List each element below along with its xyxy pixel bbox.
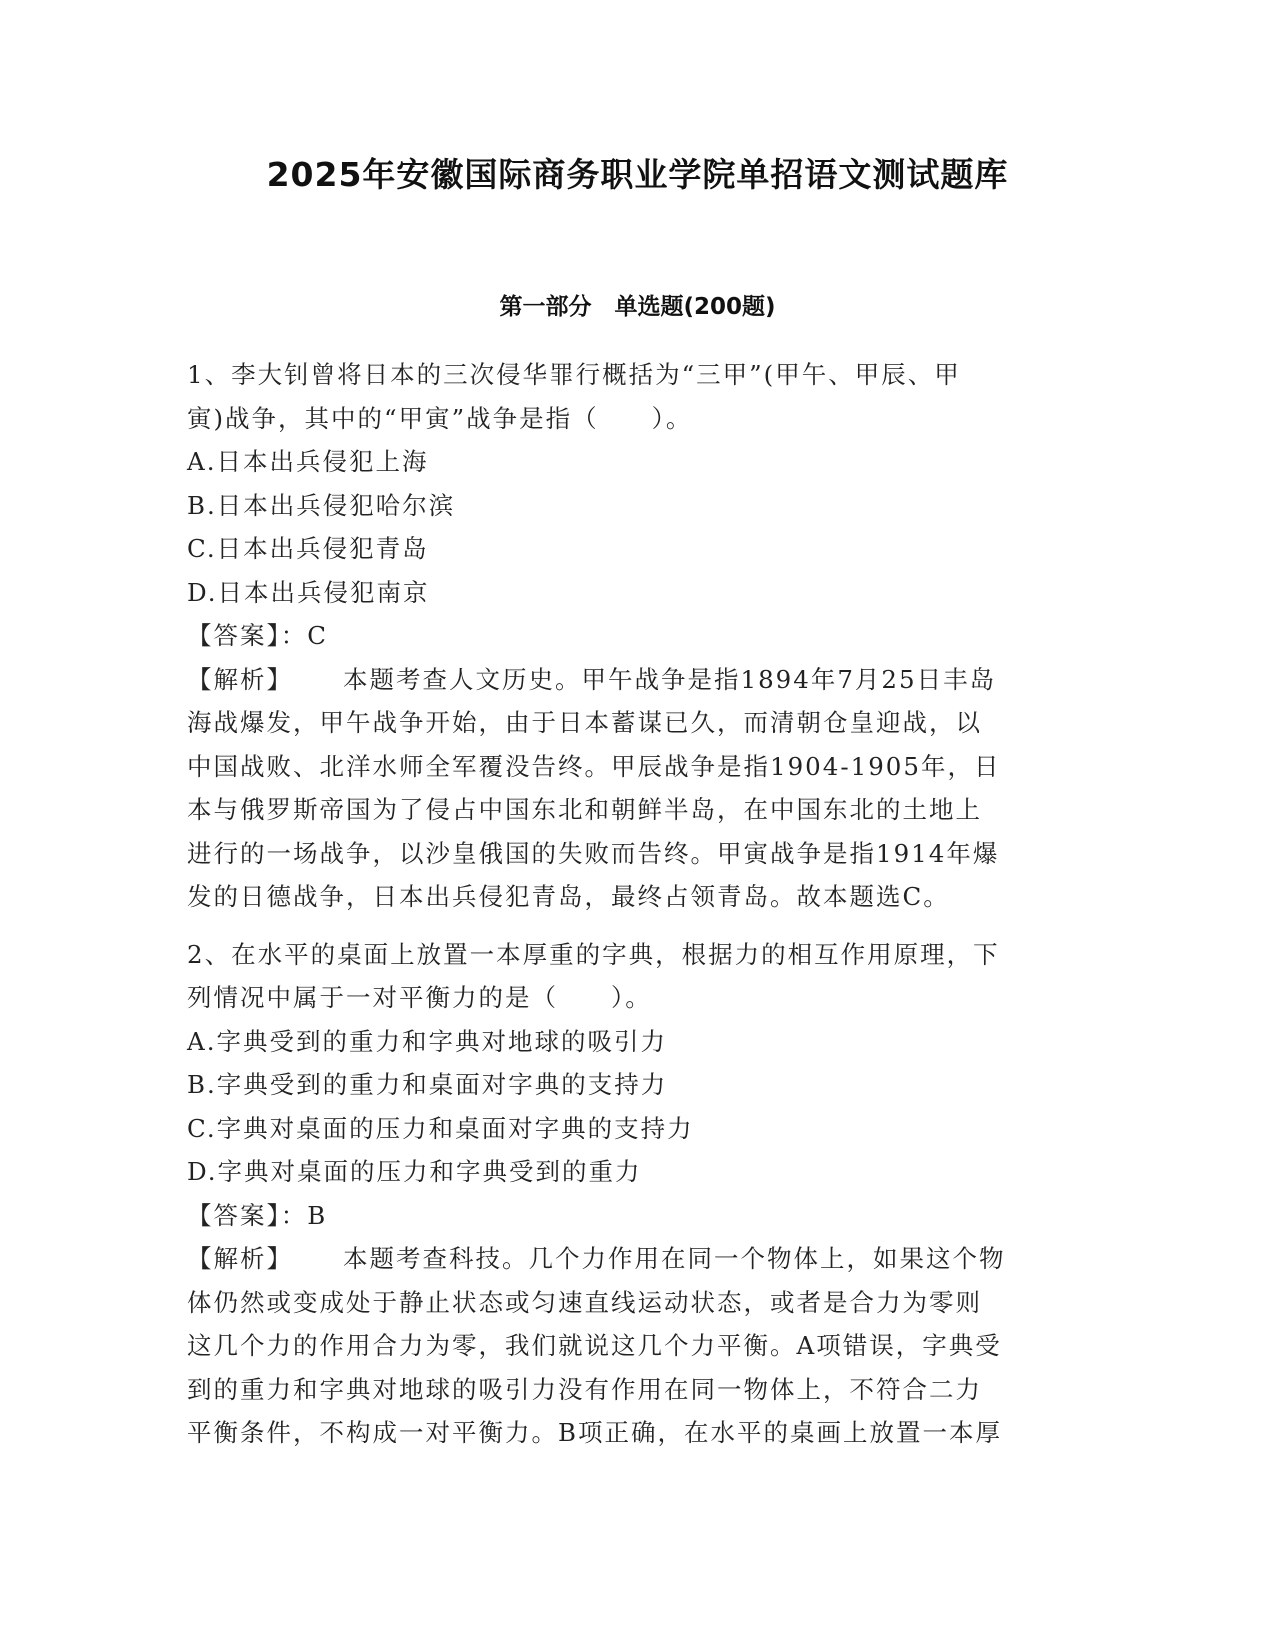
- analysis-line: 到的重力和字典对地球的吸引力没有作用在同一物体上，不符合二力: [187, 1374, 982, 1404]
- analysis-line: 体仍然或变成处于静止状态或匀速直线运动状态，或者是合力为零则: [187, 1287, 982, 1317]
- option-b: B.字典受到的重力和桌面对字典的支持力: [187, 1070, 668, 1099]
- option-a: A.字典受到的重力和字典对地球的吸引力: [187, 1026, 667, 1056]
- analysis-line: 这几个力的作用合力为零，我们就说这几个力平衡。A项错误，字典受: [187, 1331, 1002, 1360]
- analysis-label: 【解析】: [187, 664, 293, 694]
- question-stem-line: 寅)战争，其中的“甲寅”战争是指（ ）。: [187, 403, 693, 433]
- option-b: B.日本出兵侵犯哈尔滨: [187, 490, 456, 520]
- analysis-line: 发的日德战争，日本出兵侵犯青岛，最终占领青岛。故本题选C。: [187, 882, 950, 911]
- option-c: C.字典对桌面的压力和桌面对字典的支持力: [187, 1113, 694, 1143]
- analysis-line: 中国战败、北洋水师全军覆没告终。甲辰战争是指1904-1905年，日: [187, 751, 1001, 781]
- analysis-line: 海战爆发，甲午战争开始，由于日本蓄谋已久，而清朝仓皇迎战，以: [187, 708, 982, 737]
- analysis-line: 本与俄罗斯帝国为了侵占中国东北和朝鲜半岛，在中国东北的土地上: [187, 795, 982, 824]
- answer-line: 【答案】：B: [187, 1200, 328, 1230]
- question-2: [187, 933, 1087, 1455]
- analysis-line: [187, 658, 1087, 702]
- analysis-text: 本题考查人文历史。甲午战争是指1894年7月25日丰岛: [343, 664, 997, 694]
- analysis-label: 【解析】: [187, 1244, 293, 1273]
- option-c: C.日本出兵侵犯青岛: [187, 534, 429, 563]
- analysis-text: 本题考查科技。几个力作用在同一个物体上，如果这个物: [343, 1244, 1006, 1273]
- option-d: D.日本出兵侵犯南京: [187, 577, 430, 607]
- analysis-line: 平衡条件，不构成一对平衡力。B项正确，在水平的桌画上放置一本厚: [187, 1418, 1003, 1447]
- analysis-line: [187, 1237, 1087, 1281]
- section-title: 第一部分 单选题(200题): [499, 294, 776, 320]
- question-1: [187, 353, 1087, 919]
- question-body: [187, 353, 1087, 1455]
- question-stem-line: 2、在水平的桌面上放置一本厚重的字典，根据力的相互作用原理，下: [187, 939, 1000, 969]
- option-d: D.字典对桌面的压力和字典受到的重力: [187, 1157, 642, 1186]
- question-stem-line: 1、李大钊曾将日本的三次侵华罪行概括为“三甲”(甲午、甲辰、甲: [187, 360, 961, 389]
- question-stem-line: 列情况中属于一对平衡力的是（ ）。: [187, 983, 652, 1012]
- analysis-line: 进行的一场战争，以沙皇俄国的失败而告终。甲寅战争是指1914年爆: [187, 838, 1000, 868]
- option-a: A.日本出兵侵犯上海: [187, 447, 429, 476]
- document-title: 2025年安徽国际商务职业学院单招语文测试题库: [266, 155, 1009, 194]
- answer-line: 【答案】：C: [187, 621, 328, 650]
